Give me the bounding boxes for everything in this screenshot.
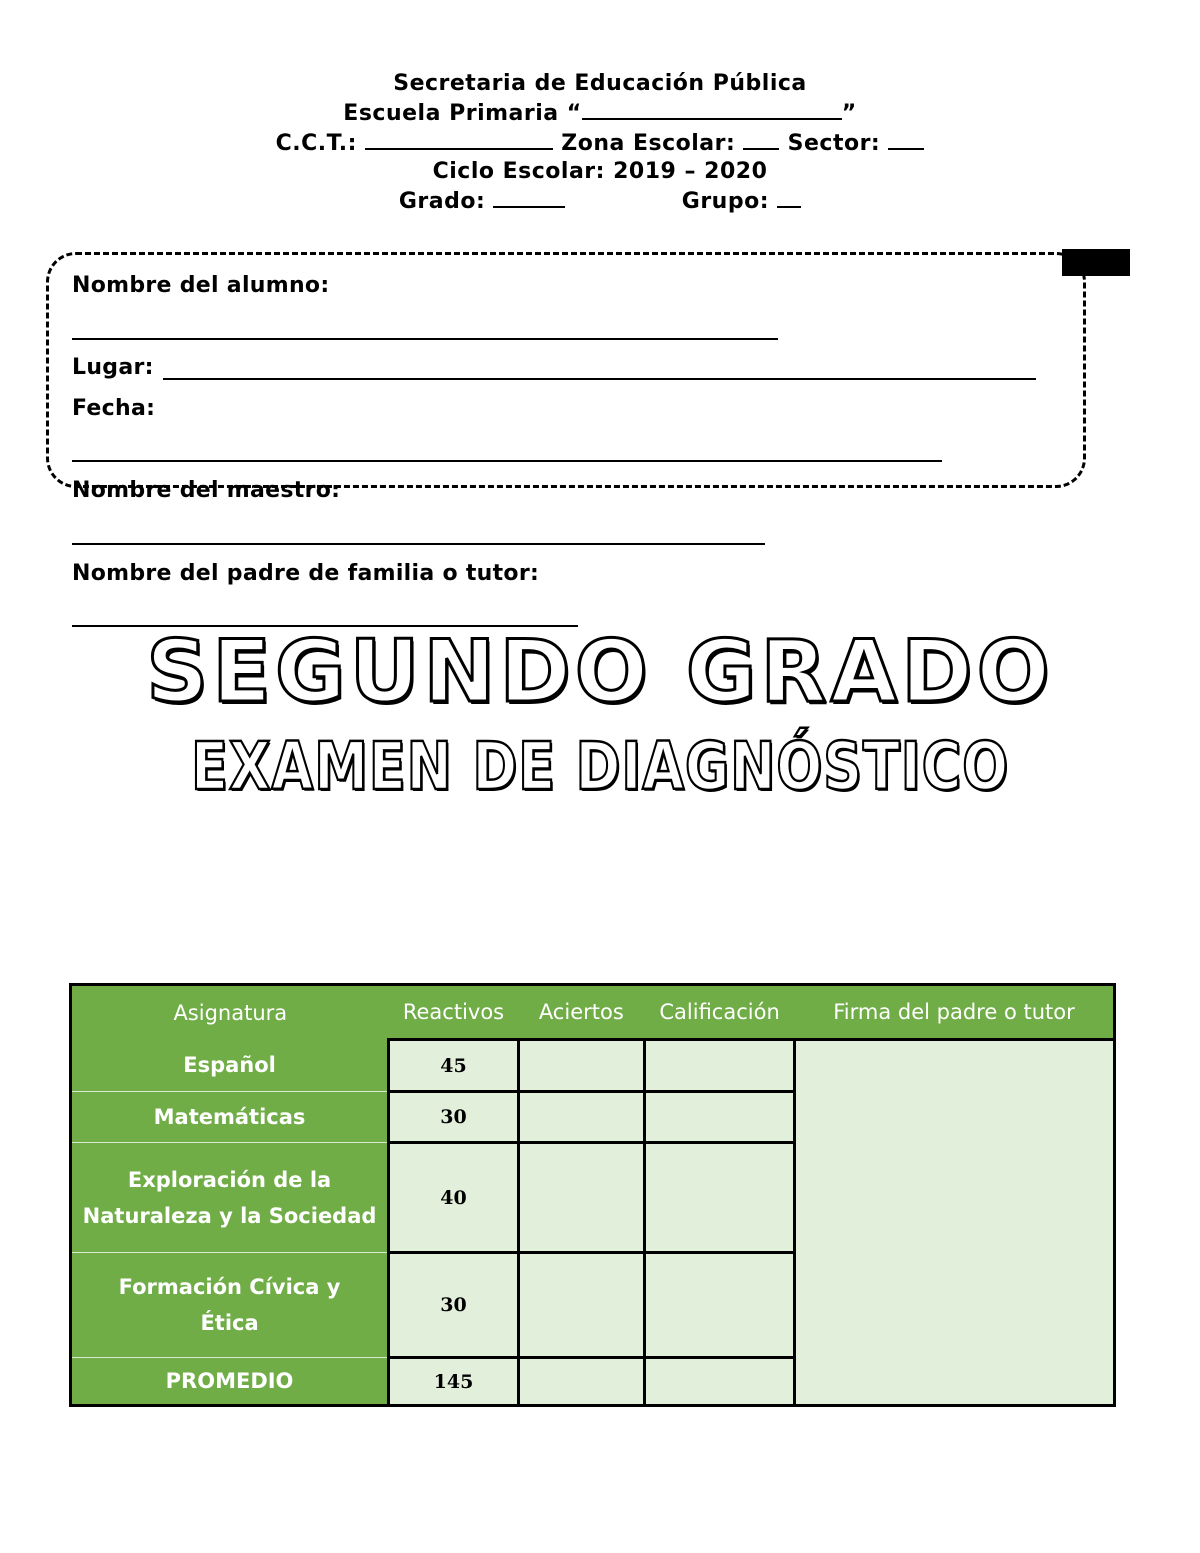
grades-table: [69, 983, 1116, 1407]
subject-cell: Matemáticas: [71, 1092, 389, 1143]
header-grado-grupo: Grado: Grupo:: [0, 188, 1200, 216]
grado-blank[interactable]: [493, 188, 565, 208]
aciertos-cell[interactable]: [518, 1253, 644, 1358]
aciertos-cell[interactable]: [518, 1358, 644, 1406]
aciertos-cell[interactable]: [518, 1040, 644, 1092]
header-asignatura: Asignatura: [71, 985, 389, 1040]
reactivos-cell: 30: [389, 1092, 519, 1143]
header-ciclo: Ciclo Escolar: 2019 – 2020: [432, 159, 768, 184]
cct-blank[interactable]: [365, 130, 553, 150]
lugar-line[interactable]: [163, 378, 1036, 380]
reactivos-cell: 145: [389, 1358, 519, 1406]
table-row: [71, 1040, 1115, 1092]
title-segundo-grado: SEGUNDO GRADO: [146, 622, 1054, 722]
padre-label: Nombre del padre de familia o tutor:: [72, 561, 540, 586]
header-cct: C.C.T.: Zona Escolar: Sector:: [0, 130, 1200, 158]
calificacion-cell[interactable]: [644, 1253, 795, 1358]
header-secretaria: Secretaria de Educación Pública: [393, 71, 807, 96]
fecha-line[interactable]: [72, 460, 942, 462]
zona-blank[interactable]: [743, 130, 779, 150]
calificacion-cell[interactable]: [644, 1358, 795, 1406]
table-header-row: [71, 985, 1115, 1040]
maestro-label: Nombre del maestro:: [72, 478, 341, 503]
maestro-line[interactable]: [72, 543, 765, 545]
header-aciertos: Aciertos: [518, 985, 644, 1040]
calificacion-cell[interactable]: [644, 1040, 795, 1092]
header-calificacion: Calificación: [644, 985, 795, 1040]
sector-blank[interactable]: [888, 130, 924, 150]
header-firma: Firma del padre o tutor: [795, 985, 1115, 1040]
subject-cell: Español: [71, 1040, 389, 1092]
firma-cell[interactable]: [795, 1040, 1115, 1406]
title-examen-diagnostico: EXAMEN DE DIAGNÓSTICO: [191, 728, 1009, 805]
alumno-label: Nombre del alumno:: [72, 273, 330, 298]
fecha-label: Fecha:: [72, 396, 156, 421]
reactivos-cell: 45: [389, 1040, 519, 1092]
alumno-line[interactable]: [72, 338, 778, 340]
calificacion-cell[interactable]: [644, 1143, 795, 1253]
escuela-blank[interactable]: [582, 100, 842, 120]
subject-cell: Exploración de la Naturaleza y la Sociedad: [71, 1143, 389, 1253]
calificacion-cell[interactable]: [644, 1092, 795, 1143]
lugar-label: Lugar:: [72, 355, 154, 380]
aciertos-cell[interactable]: [518, 1143, 644, 1253]
header-reactivos: Reactivos: [389, 985, 519, 1040]
reactivos-cell: 30: [389, 1253, 519, 1358]
reactivos-cell: 40: [389, 1143, 519, 1253]
subject-cell: Formación Cívica y Ética: [71, 1253, 389, 1358]
black-tab-marker: [1062, 249, 1130, 276]
header-escuela: Escuela Primaria “ ”: [343, 101, 857, 126]
aciertos-cell[interactable]: [518, 1092, 644, 1143]
grupo-blank[interactable]: [777, 188, 801, 208]
subject-cell: PROMEDIO: [71, 1358, 389, 1406]
